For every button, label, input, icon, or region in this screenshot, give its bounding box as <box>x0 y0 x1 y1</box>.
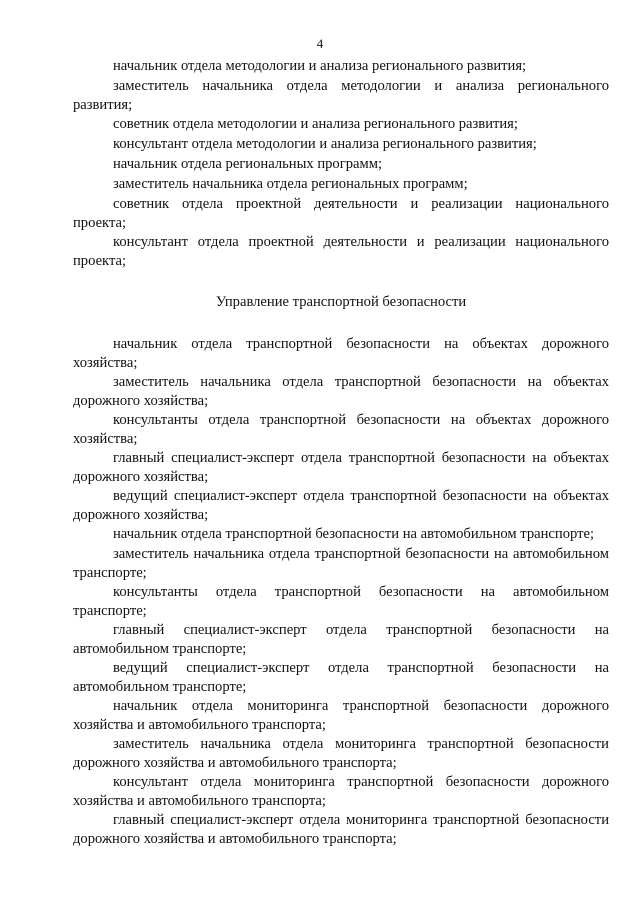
paragraph: главный специалист-эксперт отдела мониторинга транспортной безопасности дорожного хозяйства и автомобильного транспорта; <box>73 812 609 847</box>
section-title: Управление транспортной безопасности <box>215 294 467 310</box>
page-number: 4 <box>316 36 324 51</box>
paragraph: ведущий специалист-эксперт отдела транспортной безопасности на автомобильном транспорте; <box>73 660 609 695</box>
paragraph: заместитель начальника отдела региональных программ; <box>113 176 468 192</box>
paragraph: консультант отдела методологии и анализа регионального развития; <box>113 136 537 152</box>
paragraph: консультанты отдела транспортной безопасности на объектах дорожного хозяйства; <box>73 412 609 447</box>
paragraph: начальник отдела транспортной безопасности на объектах дорожного хозяйства; <box>73 336 609 371</box>
paragraph: начальник отдела мониторинга транспортной безопасности дорожного хозяйства и автомобильного транспорта; <box>73 698 609 733</box>
paragraph: советник отдела методологии и анализа регионального развития; <box>113 116 518 132</box>
paragraph: заместитель начальника отдела мониторинга транспортной безопасности дорожного хозяйства и автомобильного транспорта; <box>73 736 609 771</box>
paragraph: главный специалист-эксперт отдела транспортной безопасности на автомобильном транспорте; <box>73 622 609 657</box>
paragraph: консультанты отдела транспортной безопасности на автомобильном транспорте; <box>73 584 609 619</box>
paragraph: заместитель начальника отдела транспортной безопасности на автомобильном транспорте; <box>73 546 609 581</box>
paragraph: главный специалист-эксперт отдела транспортной безопасности на объектах дорожного хозяйства; <box>73 450 609 485</box>
paragraph: ведущий специалист-эксперт отдела транспортной безопасности на объектах дорожного хозяйства; <box>73 488 609 523</box>
paragraph: консультант отдела проектной деятельности и реализации национального проекта; <box>73 234 609 269</box>
paragraph: заместитель начальника отдела методологии и анализа регионального развития; <box>73 78 609 113</box>
paragraph: консультант отдела мониторинга транспортной безопасности дорожного хозяйства и автомобильного транспорта; <box>73 774 609 809</box>
paragraph: начальник отдела методологии и анализа регионального развития; <box>113 58 527 74</box>
paragraph: начальник отдела региональных программ; <box>113 156 383 172</box>
paragraph: начальник отдела транспортной безопасности на автомобильном транспорте; <box>113 526 595 542</box>
document-body <box>73 57 609 849</box>
paragraph: советник отдела проектной деятельности и реализации национального проекта; <box>73 196 609 231</box>
paragraph: заместитель начальника отдела транспортной безопасности на объектах дорожного хозяйства; <box>73 374 609 409</box>
